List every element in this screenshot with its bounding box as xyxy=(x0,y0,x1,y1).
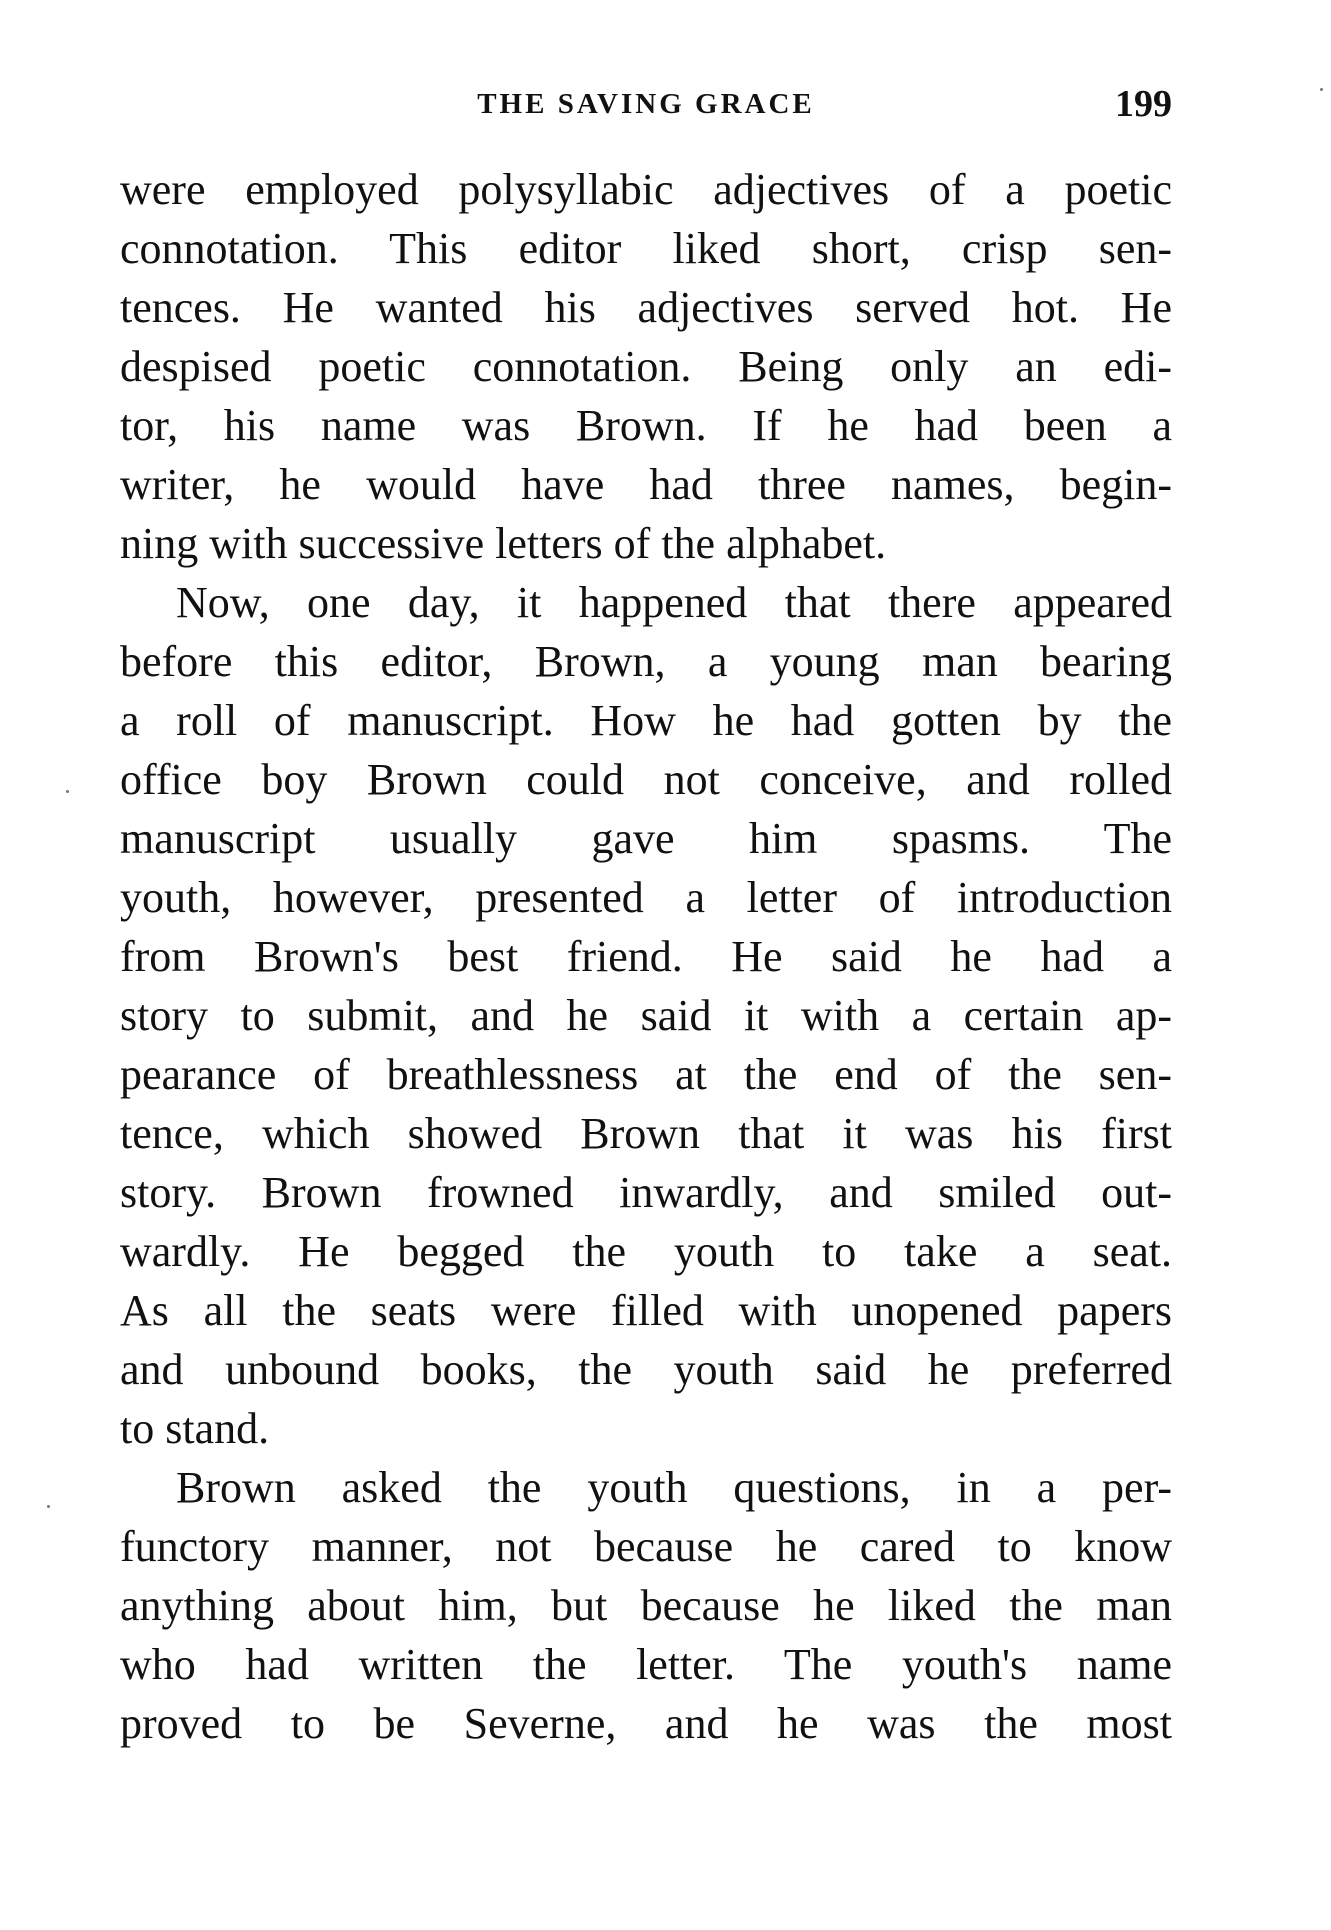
text-line: from Brown's best friend. He said he had a xyxy=(120,932,1172,981)
text-line: were employed polysyllabic adjectives of a poetic xyxy=(120,165,1172,214)
text-line: despised poetic connotation. Being only an edi- xyxy=(120,342,1172,391)
text-line: Now, one day, it happened that there appeared xyxy=(176,578,1172,627)
text-line: proved to be Severne, and he was the most xyxy=(120,1699,1172,1748)
page-number: 199 xyxy=(1115,83,1172,125)
text-line: to stand. xyxy=(120,1404,270,1453)
text-line: connotation. This editor liked short, crisp sen- xyxy=(120,224,1172,273)
text-line: story. Brown frowned inwardly, and smiled out- xyxy=(120,1168,1172,1217)
text-line: As all the seats were filled with unopened papers xyxy=(120,1286,1172,1335)
text-line: pearance of breathlessness at the end of the sen- xyxy=(120,1050,1172,1099)
running-title: THE SAVING GRACE xyxy=(477,88,815,120)
text-line: who had written the letter. The youth's name xyxy=(120,1640,1172,1689)
text-line: tor, his name was Brown. If he had been a xyxy=(120,401,1172,450)
body-text xyxy=(120,160,1172,1753)
text-line: ning with successive letters of the alphabet. xyxy=(120,519,887,568)
text-line: writer, he would have had three names, begin- xyxy=(120,460,1172,509)
scan-speck xyxy=(1320,88,1323,91)
text-line: manuscript usually gave him spasms. The xyxy=(120,814,1172,863)
scan-speck xyxy=(47,1505,50,1508)
text-line: office boy Brown could not conceive, and rolled xyxy=(120,755,1172,804)
text-line: a roll of manuscript. How he had gotten by the xyxy=(120,696,1172,745)
running-head xyxy=(120,82,1172,132)
text-line: youth, however, presented a letter of introduction xyxy=(120,873,1172,922)
text-line: functory manner, not because he cared to know xyxy=(120,1522,1172,1571)
text-line: Brown asked the youth questions, in a per- xyxy=(176,1463,1172,1512)
text-line: wardly. He begged the youth to take a seat. xyxy=(120,1227,1172,1276)
scan-speck xyxy=(66,790,69,793)
text-line: story to submit, and he said it with a certain ap- xyxy=(120,991,1172,1040)
text-line: before this editor, Brown, a young man bearing xyxy=(120,637,1172,686)
text-line: and unbound books, the youth said he preferred xyxy=(120,1345,1172,1394)
text-line: anything about him, but because he liked the man xyxy=(120,1581,1172,1630)
text-line: tence, which showed Brown that it was his first xyxy=(120,1109,1172,1158)
text-line: tences. He wanted his adjectives served hot. He xyxy=(120,283,1172,332)
